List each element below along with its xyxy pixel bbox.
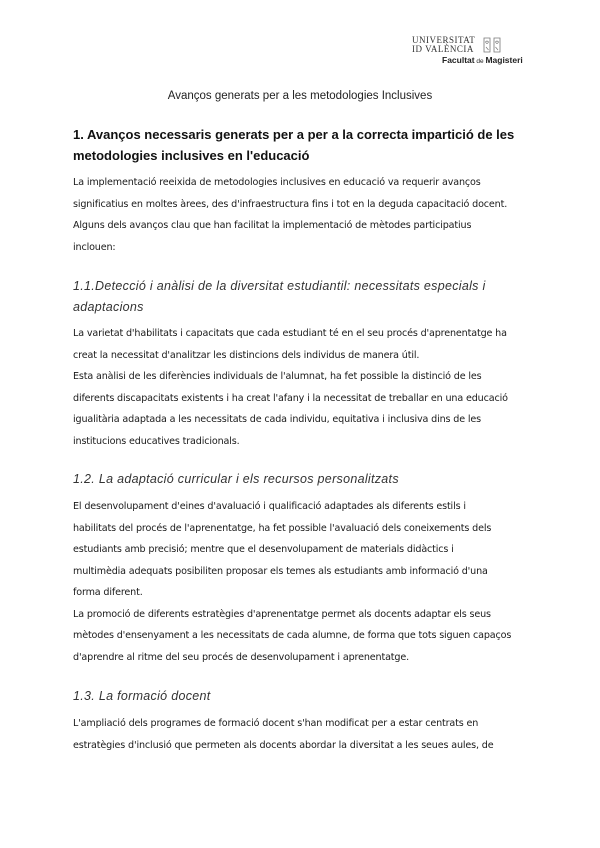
paragraph-line: Esta anàlisi de les diferències individuals de l'alumnat, ha fet possible la distinció de les bbox=[73, 371, 482, 382]
paragraph-line: diferents discapacitats existents i ha creat l'afany i la necessitat de treballar en una educació bbox=[73, 392, 508, 404]
section-1-heading bbox=[73, 124, 533, 166]
section-1-3-heading bbox=[73, 686, 533, 707]
logo-line-1: UNIVERSITAT bbox=[412, 35, 476, 45]
logo-faculty-name bbox=[442, 56, 523, 66]
section-heading-line: 1.2. La adaptació curricular i els recursos personalitzats bbox=[73, 472, 399, 486]
paragraph-line: d'aprendre al ritme del seu procés de desenvolupament i aprenentatge. bbox=[73, 651, 409, 663]
paragraph-line: estudiants amb precisió; mentre que el desenvolupament de materials didàctics i bbox=[73, 544, 454, 555]
paragraph-line: La implementació reeixida de metodologies inclusives en educació va requerir avanços bbox=[73, 177, 481, 188]
paragraph-line: forma diferent. bbox=[73, 587, 143, 598]
section-heading-line: adaptacions bbox=[73, 300, 144, 314]
section-heading-line: 1.1.Detecció i anàlisi de la diversitat estudiantil: necessitats especials i bbox=[73, 279, 486, 293]
university-logo bbox=[412, 36, 542, 66]
paragraph-line: mètodes d'ensenyament a les necessitats de cada alumne, de forma que tots siguen capaços bbox=[73, 630, 512, 641]
paragraph-line: significatius en moltes àrees, des d'infraestructura fins i tot en la deguda capacitació docent. bbox=[73, 198, 508, 210]
section-1-1-paragraph bbox=[73, 323, 533, 452]
paragraph-line: institucions educatives tradicionals. bbox=[73, 435, 240, 447]
paragraph-line: estratègies d'inclusió que permeten als docents abordar la diversitat a les seues aules, de bbox=[73, 739, 494, 751]
section-heading-line: 1.3. La formació docent bbox=[73, 689, 211, 703]
logo-faculty-magisteri: Magisteri bbox=[485, 55, 523, 65]
document-title: Avanços generats per a les metodologies Inclusives bbox=[167, 90, 433, 102]
section-1-2-paragraph bbox=[73, 496, 533, 668]
paragraph-line: La promoció de diferents estratègies d'aprenentatge permet als docents adaptar els seus bbox=[73, 608, 491, 620]
section-1-heading-line: 1. Avanços necessaris generats per a per a la correcta impartició de les bbox=[73, 127, 515, 142]
paragraph-line: inclouen: bbox=[73, 241, 116, 253]
logo-faculty-de: de bbox=[474, 58, 486, 65]
paragraph-line: Alguns dels avanços clau que han facilitat la implementació de mètodes participatius bbox=[73, 220, 472, 231]
logo-faculty-word: Facultat bbox=[442, 55, 475, 65]
paragraph-line: creat la necessitat d'analitzar les distincions dels individus de manera útil. bbox=[73, 349, 420, 361]
paragraph-line: igualitària adaptada a les necessitats de cada individu, equitativa i inclusiva dins de les bbox=[73, 414, 481, 425]
section-1-paragraph bbox=[73, 172, 533, 258]
section-1-1-heading bbox=[73, 276, 533, 318]
section-1-2-heading bbox=[73, 469, 533, 490]
paragraph-line: L'ampliació dels programes de formació docent s'han modificat per a estar centrats en bbox=[73, 718, 479, 729]
paragraph-line: El desenvolupament d'eines d'avaluació i qualificació adaptades als diferents estils i bbox=[73, 501, 466, 512]
university-seal-icon bbox=[482, 36, 502, 54]
section-1-heading-line: metodologies inclusives en l'educació bbox=[73, 148, 310, 163]
paragraph-line: habilitats del procés de l'aprenentatge, ha fet possible l'avaluació dels coneixements dels bbox=[73, 522, 492, 534]
section-1-3-paragraph bbox=[73, 713, 533, 756]
logo-line-2: ID VALÈNCIA bbox=[412, 44, 474, 54]
paragraph-line: La varietat d'habilitats i capacitats que cada estudiant té en el seu procés d'aprenentatge ha bbox=[73, 328, 507, 339]
paragraph-line: multimèdia adequats posibiliten proposar els temes als estudiants amb informació d'una bbox=[73, 565, 488, 577]
